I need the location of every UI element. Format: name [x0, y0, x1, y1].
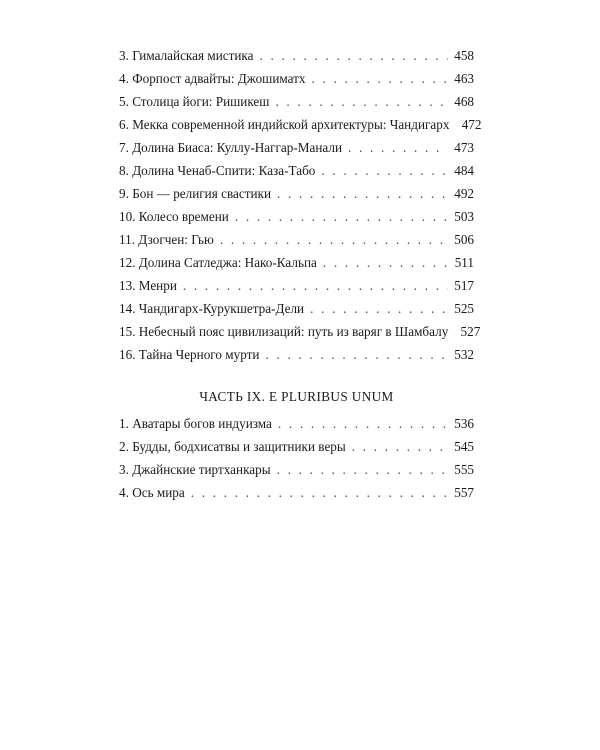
toc-entry-page: 472 [461, 117, 482, 132]
toc-dot-leader [312, 67, 448, 90]
toc-entry-title: 6. Мекка современной индийской архитектуры: Чандигарх [119, 117, 450, 132]
toc-entry-page: 555 [454, 462, 474, 477]
toc-entry [119, 251, 474, 274]
toc-entry-page: 527 [460, 324, 481, 339]
toc-entry-page: 463 [454, 71, 474, 86]
toc-entry-page: 492 [454, 186, 474, 201]
toc-entry [119, 435, 474, 458]
toc-entry [119, 343, 474, 366]
toc-entry [119, 205, 474, 228]
table-of-contents [119, 44, 482, 504]
toc-dot-leader [275, 90, 448, 113]
toc-entry-page: 473 [454, 140, 474, 155]
toc-entry-title: 14. Чандигарх-Курукшетра-Дели [119, 301, 305, 316]
toc-entry-title: 3. Гималайская мистика [119, 48, 254, 63]
toc-entry-title: 9. Бон — религия свастики [119, 186, 272, 201]
toc-entry-title: 5. Столица йоги: Ришикеш [119, 94, 270, 109]
toc-entry-page: 532 [454, 347, 474, 362]
toc-dot-leader [310, 297, 448, 320]
toc-dot-leader [278, 412, 448, 435]
toc-dot-leader [277, 182, 448, 205]
toc-entry-title: 4. Ось мира [119, 485, 185, 500]
toc-entry [119, 320, 481, 343]
toc-entry-title: 4. Форпост адвайты: Джошиматх [119, 71, 306, 86]
toc-dot-leader [265, 343, 448, 366]
toc-entry [119, 90, 474, 113]
toc-entry [119, 481, 474, 504]
toc-entry-page: 506 [454, 232, 474, 247]
toc-entry [119, 228, 474, 251]
toc-entry-title: 8. Долина Ченаб-Спити: Каза-Табо [119, 163, 316, 178]
toc-dot-leader [183, 274, 448, 297]
toc-entry-title: 3. Джайнские тиртханкары [119, 462, 271, 477]
toc-dot-leader [235, 205, 448, 228]
toc-entry-title: 2. Будды, бодхисатвы и защитники веры [119, 439, 346, 454]
toc-entry-title: 16. Тайна Черного мурти [119, 347, 260, 362]
toc-entry-title: 1. Аватары богов индуизма [119, 416, 272, 431]
toc-entry-page: 468 [454, 94, 474, 109]
toc-entry [119, 44, 474, 67]
toc-entry-title: 15. Небесный пояс цивилизаций: путь из варяг в Шамбалу [119, 324, 449, 339]
toc-entry-page: 536 [454, 416, 474, 431]
toc-entry-page: 484 [454, 163, 474, 178]
toc-dot-leader [260, 44, 449, 67]
toc-dot-leader [323, 251, 448, 274]
toc-entry [119, 274, 474, 297]
toc-entry [119, 136, 474, 159]
toc-list-part-ix [119, 412, 474, 504]
toc-entry-page: 503 [454, 209, 474, 224]
toc-entry [119, 113, 482, 136]
toc-entry-page: 511 [454, 255, 474, 270]
toc-dot-leader [191, 481, 448, 504]
toc-entry-title: 10. Колесо времени [119, 209, 229, 224]
toc-entry [119, 159, 474, 182]
toc-entry [119, 458, 474, 481]
toc-entry [119, 67, 474, 90]
toc-entry [119, 412, 474, 435]
toc-entry-title: 11. Дзогчен: Гью [119, 232, 214, 247]
toc-dot-leader [352, 435, 448, 458]
toc-dot-leader [321, 159, 448, 182]
toc-entry [119, 297, 474, 320]
toc-entry-title: 13. Менри [119, 278, 177, 293]
toc-entry-page: 517 [454, 278, 474, 293]
toc-entry [119, 182, 474, 205]
toc-entry-title: 7. Долина Биаса: Куллу-Наггар-Манали [119, 140, 343, 155]
toc-dot-leader [277, 458, 448, 481]
part-heading: ЧАСТЬ IX. E PLURIBUS UNUM [199, 389, 394, 404]
toc-entry-page: 525 [454, 301, 474, 316]
toc-entry-title: 12. Долина Сатледжа: Нако-Кальпа [119, 255, 317, 270]
toc-list-part-viii [119, 44, 482, 366]
toc-entry-page: 458 [454, 48, 474, 63]
toc-entry-page: 545 [454, 439, 474, 454]
toc-dot-leader [348, 136, 448, 159]
toc-dot-leader [220, 228, 448, 251]
toc-entry-page: 557 [454, 485, 474, 500]
